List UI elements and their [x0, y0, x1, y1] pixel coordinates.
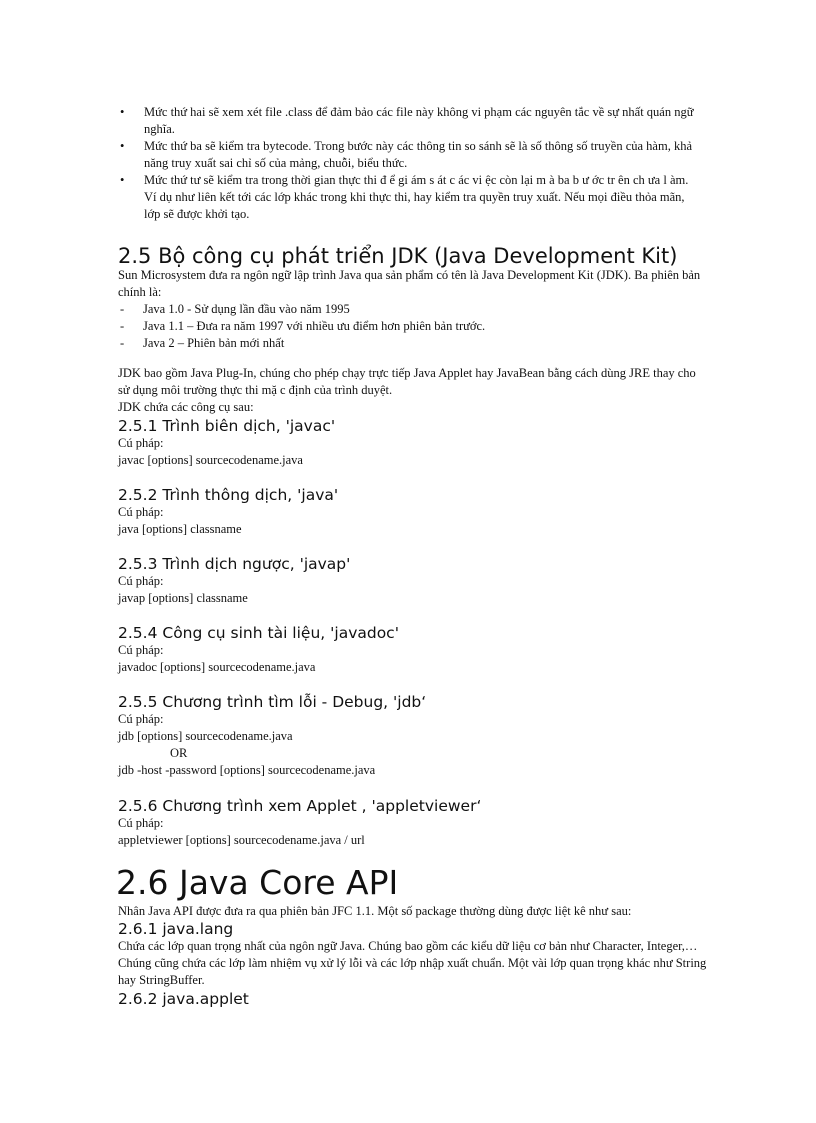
bullet-item — [120, 104, 700, 138]
section-2-6-intro: Nhân Java API được đưa ra qua phiên bản JFC 1.1. Một số package thường dùng được liệt kê như sau: — [118, 904, 632, 918]
list-item — [118, 335, 708, 352]
bullet-item — [120, 138, 700, 172]
version-text: Java 1.1 – Đưa ra năm 1997 với nhiều ưu điểm hơn phiên bản trước. — [143, 319, 486, 333]
tool-javadoc-heading: 2.5.4 Công cụ sinh tài liệu, 'javadoc' — [118, 624, 399, 642]
section-2-5-heading: 2.5 Bộ công cụ phát triển JDK (Java Development Kit) — [118, 244, 678, 268]
syntax-line-alt: jdb -host -password [options] sourcecodename.java — [118, 763, 376, 777]
dash-icon: - — [120, 302, 125, 316]
list-item — [118, 318, 708, 335]
java-applet-heading: 2.6.2 java.applet — [118, 990, 249, 1008]
tool-java-block — [118, 504, 708, 538]
version-text: Java 2 – Phiên bản mới nhất — [143, 336, 285, 350]
tool-java-heading: 2.5.2 Trình thông dịch, 'java' — [118, 486, 339, 504]
list-item — [118, 301, 708, 318]
jdk-version-list — [118, 301, 708, 352]
syntax-label: Cú pháp: — [118, 816, 164, 830]
section-2-5-intro-block — [118, 267, 708, 352]
syntax-line: java [options] classname — [118, 522, 242, 536]
syntax-line: javac [options] sourcecodename.java — [118, 453, 303, 467]
dash-icon: - — [120, 336, 125, 350]
syntax-line: javadoc [options] sourcecodename.java — [118, 660, 316, 674]
or-separator: OR — [170, 746, 188, 760]
bullet-text: Mức thứ tư sẽ kiểm tra trong thời gian thực thi đ ể gi ám s át c ác vi ệc còn lại m à ba b ư ớc tr ên ch ưa l àm. Ví dụ như liên kết tới các lớp khác trong khi thực thi, hay kiểm tra quyền truy xuất. Nếu mọi điều thỏa mãn, lớp sẽ được khởi tạo. — [144, 173, 689, 221]
jdk-description-block — [118, 365, 708, 416]
bullet-icon: • — [120, 139, 125, 153]
syntax-label: Cú pháp: — [118, 436, 164, 450]
bullet-text: Mức thứ hai sẽ xem xét file .class để đảm bảo các file này không vi phạm các nguyên tắc về sự nhất quán ngữ nghĩa. — [144, 105, 694, 136]
syntax-label: Cú pháp: — [118, 712, 164, 726]
tool-jdb-heading: 2.5.5 Chương trình tìm lỗi - Debug, 'jdb‘ — [118, 693, 427, 711]
syntax-label: Cú pháp: — [118, 574, 164, 588]
verification-bullet-list — [120, 104, 700, 223]
tool-jdb-block — [118, 711, 708, 779]
tool-javap-heading: 2.5.3 Trình dịch ngược, 'javap' — [118, 555, 351, 573]
jdk-plugin-paragraph: JDK bao gồm Java Plug-In, chúng cho phép chạy trực tiếp Java Applet hay JavaBean bằng cách dùng JRE thay cho sử dụng môi trường thực thi mặ c định của trình duyệt. — [118, 366, 696, 397]
bullet-item — [120, 172, 700, 223]
bullet-text: Mức thứ ba sẽ kiểm tra bytecode. Trong bước này các thông tin so sánh sẽ là số thông số truyền của hàm, khả năng truy xuất sai chỉ số của mảng, chuỗi, biểu thức. — [144, 139, 693, 170]
tool-javadoc-block — [118, 642, 708, 676]
version-text: Java 1.0 - Sử dụng lần đầu vào năm 1995 — [143, 302, 350, 316]
tool-appletviewer-heading: 2.5.6 Chương trình xem Applet , 'appletviewer‘ — [118, 797, 482, 815]
tool-javac-block — [118, 435, 708, 469]
bullet-icon: • — [120, 173, 125, 187]
section-2-6-heading: 2.6 Java Core API — [116, 863, 399, 902]
java-lang-heading: 2.6.1 java.lang — [118, 920, 234, 938]
tool-appletviewer-block — [118, 815, 708, 849]
syntax-label: Cú pháp: — [118, 643, 164, 657]
syntax-line: javap [options] classname — [118, 591, 248, 605]
jdk-tools-paragraph: JDK chứa các công cụ sau: — [118, 400, 254, 414]
dash-icon: - — [120, 319, 125, 333]
section-2-5-intro: Sun Microsystem đưa ra ngôn ngữ lập trình Java qua sản phẩm có tên là Java Development Kit (JDK). Ba phiên bản chính là: — [118, 268, 701, 299]
bullet-icon: • — [120, 105, 125, 119]
syntax-line: appletviewer [options] sourcecodename.java / url — [118, 833, 365, 847]
java-lang-description: Chứa các lớp quan trọng nhất của ngôn ngữ Java. Chúng bao gồm các kiểu dữ liệu cơ bản như Character, Integer,… Chúng cũng chứa các lớp làm nhiệm vụ xử lý lỗi và các lớp nhập xuất chuẩn. Một vài lớp quan trọng khác như String hay StringBuffer. — [118, 939, 707, 987]
syntax-label: Cú pháp: — [118, 505, 164, 519]
syntax-line: jdb [options] sourcecodename.java — [118, 729, 293, 743]
tool-javac-heading: 2.5.1 Trình biên dịch, 'javac' — [118, 417, 336, 435]
tool-javap-block — [118, 573, 708, 607]
